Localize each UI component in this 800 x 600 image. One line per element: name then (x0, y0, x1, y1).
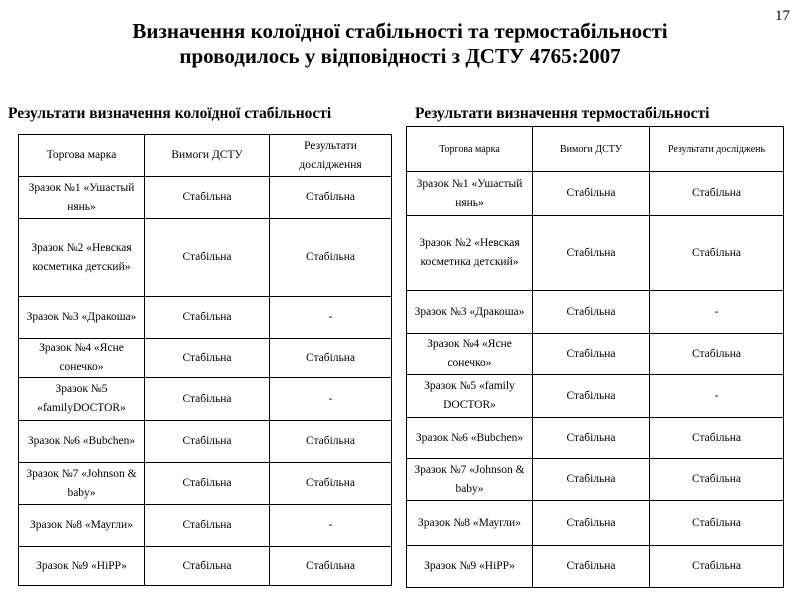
result-cell: - (270, 505, 392, 547)
table-row (19, 297, 392, 339)
result-cell: Стабільна (650, 334, 784, 375)
result-cell: Стабільна (650, 501, 784, 546)
brand-cell: Зразок №7 «Johnson & baby» (407, 459, 533, 501)
requirement-cell: Стабільна (533, 459, 650, 501)
table-row (407, 334, 784, 375)
result-cell: Стабільна (270, 177, 392, 219)
table-row (407, 418, 784, 459)
table-row (407, 291, 784, 334)
brand-cell: Зразок №8 «Маугли» (19, 505, 145, 547)
thermostability-heading: Результати визначення термостабільності (415, 105, 710, 122)
result-cell: Стабільна (270, 219, 392, 297)
result-cell: Стабільна (270, 421, 392, 463)
table-row (407, 546, 784, 588)
result-cell: - (650, 375, 784, 418)
table-row (407, 375, 784, 418)
requirement-cell: Стабільна (533, 334, 650, 375)
table-row (19, 421, 392, 463)
colloidal-stability-table (18, 134, 392, 586)
table-row (407, 172, 784, 216)
brand-cell: Зразок №4 «Ясне сонечко» (407, 334, 533, 375)
header-requirement: Вимоги ДСТУ (533, 127, 650, 172)
table-row (19, 505, 392, 547)
requirement-cell: Стабільна (533, 501, 650, 546)
result-cell: Стабільна (650, 546, 784, 588)
colloidal-stability-heading: Результати визначення колоїдної стабільності (8, 105, 332, 122)
requirement-cell: Стабільна (145, 219, 270, 297)
result-cell: Стабільна (650, 459, 784, 501)
title-line-1: Визначення колоїдної стабільності та термостабільності (132, 19, 668, 43)
requirement-cell: Стабільна (533, 546, 650, 588)
header-result: Результати досліджень (650, 127, 784, 172)
table-header-row (407, 127, 784, 172)
table-header-row (19, 135, 392, 177)
requirement-cell: Стабільна (145, 177, 270, 219)
brand-cell: Зразок №2 «Невская косметика детский» (407, 216, 533, 291)
header-brand: Торгова марка (19, 135, 145, 177)
table-row (19, 339, 392, 378)
result-cell: - (270, 297, 392, 339)
brand-cell: Зразок №1 «Ушастый нянь» (19, 177, 145, 219)
brand-cell: Зразок №3 «Дракоша» (19, 297, 145, 339)
brand-cell: Зразок №3 «Дракоша» (407, 291, 533, 334)
slide-title (0, 19, 800, 69)
result-cell: - (650, 291, 784, 334)
result-cell: Стабільна (650, 172, 784, 216)
requirement-cell: Стабільна (145, 421, 270, 463)
table-row (407, 501, 784, 546)
requirement-cell: Стабільна (145, 547, 270, 586)
requirement-cell: Стабільна (533, 172, 650, 216)
brand-cell: Зразок №6 «Bubchen» (407, 418, 533, 459)
table-row (19, 219, 392, 297)
requirement-cell: Стабільна (145, 505, 270, 547)
requirement-cell: Стабільна (145, 378, 270, 421)
result-cell: - (270, 378, 392, 421)
table-row (19, 463, 392, 505)
result-cell: Стабільна (650, 216, 784, 291)
brand-cell: Зразок №7 «Johnson & baby» (19, 463, 145, 505)
result-cell: Стабільна (650, 418, 784, 459)
requirement-cell: Стабільна (145, 463, 270, 505)
table-row (19, 547, 392, 586)
brand-cell: Зразок №4 «Ясне сонечко» (19, 339, 145, 378)
brand-cell: Зразок №2 «Невская косметика детский» (19, 219, 145, 297)
brand-cell: Зразок №9 «HiPP» (19, 547, 145, 586)
result-cell: Стабільна (270, 339, 392, 378)
header-brand: Торгова марка (407, 127, 533, 172)
requirement-cell: Стабільна (145, 297, 270, 339)
table-row (19, 177, 392, 219)
requirement-cell: Стабільна (533, 375, 650, 418)
page-number: 17 (775, 8, 790, 24)
brand-cell: Зразок №9 «HiPP» (407, 546, 533, 588)
table-row (407, 216, 784, 291)
requirement-cell: Стабільна (533, 418, 650, 459)
brand-cell: Зразок №5 «family DOCTOR» (407, 375, 533, 418)
brand-cell: Зразок №5 «familyDOCTOR» (19, 378, 145, 421)
brand-cell: Зразок №8 «Маугли» (407, 501, 533, 546)
requirement-cell: Стабільна (533, 216, 650, 291)
header-result: Результати дослідження (270, 135, 392, 177)
table-row (19, 378, 392, 421)
title-line-2: проводилось у відповідності з ДСТУ 4765:2007 (179, 44, 621, 68)
requirement-cell: Стабільна (145, 339, 270, 378)
result-cell: Стабільна (270, 463, 392, 505)
header-requirement: Вимоги ДСТУ (145, 135, 270, 177)
brand-cell: Зразок №6 «Bubchen» (19, 421, 145, 463)
brand-cell: Зразок №1 «Ушастый нянь» (407, 172, 533, 216)
requirement-cell: Стабільна (533, 291, 650, 334)
table-row (407, 459, 784, 501)
result-cell: Стабільна (270, 547, 392, 586)
thermostability-table (406, 126, 784, 588)
